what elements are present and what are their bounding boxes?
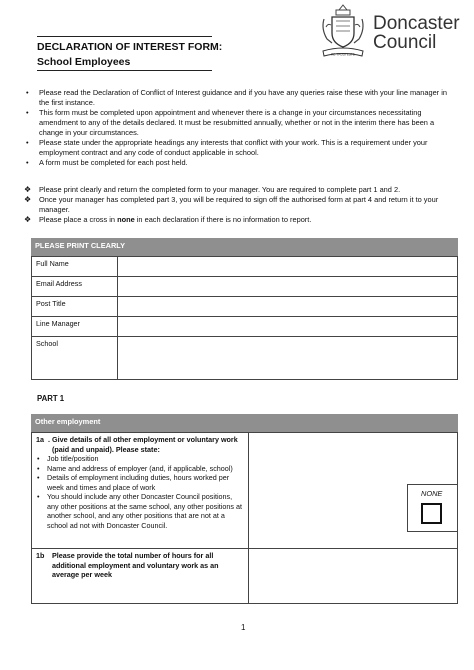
council-crest-logo bbox=[318, 3, 368, 63]
page-number: 1 bbox=[241, 623, 246, 632]
post-title-label: Post Title bbox=[32, 297, 118, 317]
table-row bbox=[32, 337, 458, 380]
email-address-field[interactable] bbox=[118, 277, 458, 297]
bullet-icon: • bbox=[37, 492, 40, 501]
table-row bbox=[32, 549, 458, 604]
table-row bbox=[32, 277, 458, 297]
crest-motto: RE TRUSTESTE bbox=[331, 52, 355, 57]
bullet-icon: • bbox=[26, 88, 29, 97]
full-name-field[interactable] bbox=[118, 257, 458, 277]
other-employment-header: Other employment bbox=[31, 414, 458, 432]
post-title-field[interactable] bbox=[118, 297, 458, 317]
school-field[interactable] bbox=[118, 337, 458, 380]
brand-name-line2: Council bbox=[373, 32, 437, 53]
table-row bbox=[32, 297, 458, 317]
diamond-bullet-icon: ❖ bbox=[24, 185, 32, 194]
guidance-bullet: • Please state under the appropriate headings any interests that conflict with your work. This is a requirement under your employment contract and any code of conduct applicable in school. bbox=[26, 138, 428, 157]
title-bottom-rule bbox=[37, 70, 212, 71]
list-item: • Details of employment including duties, hours worked per week and times and place of work bbox=[37, 473, 230, 492]
form-subtitle: School Employees bbox=[37, 56, 131, 68]
line-manager-label: Line Manager bbox=[32, 317, 118, 337]
brand-name-line1: Doncaster bbox=[373, 13, 460, 34]
instruction-item: ❖ Please print clearly and return the completed form to your manager. You are required to complete part 1 and 2. bbox=[24, 185, 401, 194]
none-checkbox[interactable] bbox=[421, 503, 442, 524]
question-1a-cell bbox=[32, 433, 249, 549]
diamond-bullet-icon: ❖ bbox=[24, 215, 32, 224]
bullet-icon: • bbox=[26, 158, 29, 167]
table-row bbox=[32, 433, 458, 549]
table-row bbox=[32, 257, 458, 277]
guidance-bullet: • Please read the Declaration of Conflict of Interest guidance and if you have any queries raise these with your line manager in the first instance. bbox=[26, 88, 447, 107]
guidance-bullet-list bbox=[22, 88, 452, 168]
personal-details-table bbox=[31, 256, 458, 380]
instruction-item: ❖ Once your manager has completed part 3, you will be required to sign off the authorised form at part 4 and return it to your manager. bbox=[24, 195, 439, 214]
diamond-bullet-icon: ❖ bbox=[24, 195, 32, 204]
form-title: DECLARATION OF INTEREST FORM: bbox=[37, 41, 223, 53]
title-top-rule bbox=[37, 36, 212, 37]
line-manager-field[interactable] bbox=[118, 317, 458, 337]
bullet-icon: • bbox=[37, 454, 40, 463]
none-label: NONE bbox=[421, 489, 443, 498]
school-label: School bbox=[32, 337, 118, 380]
question-1a-heading: 1a . Give details of all other employment or voluntary work (paid and unpaid). Please state: bbox=[36, 435, 238, 454]
bullet-icon: • bbox=[37, 463, 40, 473]
none-emphasis: none bbox=[117, 215, 135, 224]
bullet-icon: • bbox=[26, 138, 29, 147]
bullet-icon: • bbox=[26, 108, 29, 117]
guidance-bullet: • This form must be completed upon appointment and whenever there is a change in your circumstances necessitating amendment to any of the details declared. It must be resubmitted annually, whether or not in the interim there has been a change in your circumstances. bbox=[26, 108, 435, 137]
full-name-label: Full Name bbox=[32, 257, 118, 277]
table-row bbox=[32, 317, 458, 337]
list-item: • You should include any other Doncaster Council positions, any other positions at the same school, any other positions at another school, and any other positions that are not at a school ad not with Doncaster Council. bbox=[37, 492, 242, 530]
guidance-bullet: • A form must be completed for each post held. bbox=[26, 158, 188, 167]
bullet-icon: • bbox=[37, 473, 40, 482]
list-item: • Name and address of employer (and, if applicable, school) bbox=[37, 463, 233, 473]
print-clearly-header: PLEASE PRINT CLEARLY bbox=[31, 238, 458, 256]
question-1b-answer-field[interactable] bbox=[249, 549, 458, 604]
question-1b-cell bbox=[32, 549, 249, 604]
email-address-label: Email Address bbox=[32, 277, 118, 297]
question-1a-items bbox=[36, 454, 244, 530]
instruction-list bbox=[22, 185, 452, 225]
other-employment-table bbox=[31, 432, 458, 604]
instruction-item: ❖ Please place a cross in none in each declaration if there is no information to report. bbox=[24, 215, 312, 224]
question-1b-text: 1b Please provide the total number of hours for all additional employment and voluntary work as an average per week bbox=[36, 551, 219, 579]
list-item: • Job title/position bbox=[37, 454, 99, 463]
part1-label: PART 1 bbox=[37, 394, 65, 403]
